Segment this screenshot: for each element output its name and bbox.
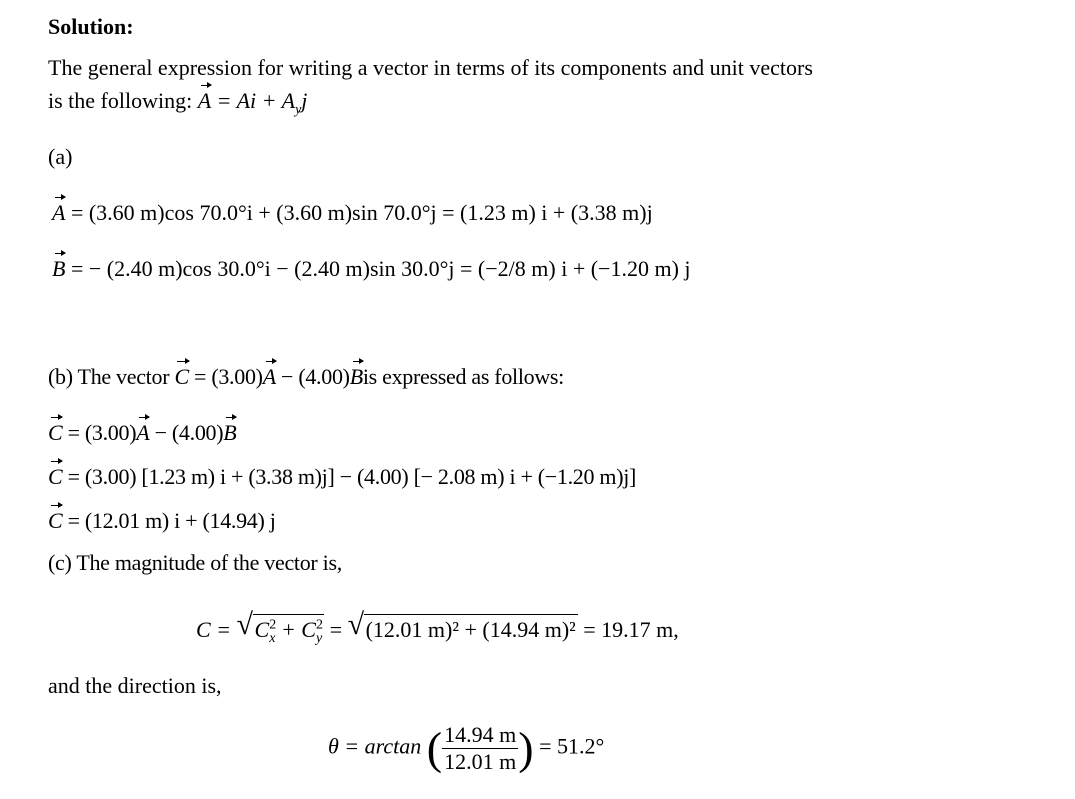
cy-subscript: y — [315, 631, 323, 647]
magnitude-eq: = — [324, 617, 348, 642]
direction-intro: and the direction is, — [48, 673, 222, 698]
vector-c-symbol: C — [48, 420, 63, 445]
cx-exponent: 2 — [269, 617, 277, 633]
part-c-intro: (c) The magnitude of the vector is, — [48, 550, 342, 575]
direction-equation — [328, 722, 604, 775]
vector-c-symbol: C — [48, 508, 63, 533]
fraction-denominator: 12.01 m — [444, 749, 517, 774]
intro-line-2 — [48, 88, 307, 118]
c-def-mid: − (4.00) — [149, 420, 224, 445]
intro-prefix: is the following: — [48, 88, 198, 113]
solution-heading: Solution: — [48, 14, 134, 39]
part-b-intro — [48, 364, 564, 390]
sqrt-values: √ (12.01 m)² + (14.94 m)² — [347, 608, 576, 642]
vector-a-symbol: A — [262, 364, 276, 389]
magnitude-lhs: C = — [196, 617, 237, 642]
part-a-label: (a) — [48, 144, 73, 169]
sqrt-components: √ $C^2_x + C^2_y$ — [236, 608, 323, 647]
vector-a-symbol: A — [136, 420, 150, 445]
part-b-prefix: (b) The vector — [48, 364, 175, 389]
left-paren: ( — [426, 722, 443, 774]
vector-b-symbol: B — [52, 256, 66, 281]
magnitude-equation — [196, 608, 679, 647]
part-b-mid2: − (4.00) — [275, 364, 350, 389]
c-def-eq: = (3.00) — [62, 420, 137, 445]
cy-exponent: 2 — [315, 617, 323, 633]
equation-vector-a — [52, 200, 653, 226]
cx-symbol: C — [254, 617, 270, 642]
formula-tail: j — [301, 88, 308, 113]
equation-a-rhs: = (3.60 m)cos 70.0°i + (3.60 m)sin 70.0°j = (1.23 m) i + (3.38 m)j — [65, 200, 653, 225]
cx-subscript: x — [269, 631, 276, 647]
right-paren: ) — [518, 722, 534, 774]
c-substitution-rhs: = (3.00) [1.23 m) i + (3.38 m)j] − (4.00) [− 2.08 m) i + (−1.20 m)j] — [62, 464, 637, 489]
equation-c-definition — [48, 420, 236, 446]
part-b-mid1: = (3.00) — [188, 364, 263, 389]
cy-symbol: + C — [275, 617, 316, 642]
vector-b-symbol: B — [349, 364, 363, 389]
formula-rhs: = Ai + A — [211, 88, 296, 113]
c-result-rhs: = (12.01 m) i + (14.94) j — [62, 508, 276, 533]
equation-b-rhs: = − (2.40 m)cos 30.0°i − (2.40 m)sin 30.0°j = (−2/8 m) i + (−1.20 m) j — [65, 256, 691, 281]
direction-result: = 51.2° — [533, 733, 605, 759]
equation-vector-b — [52, 256, 691, 282]
sqrt-values-content: (12.01 m)² + (14.94 m)² — [364, 614, 578, 643]
equation-c-substitution — [48, 464, 636, 490]
vector-a-symbol: A — [52, 200, 66, 225]
direction-fraction — [442, 722, 518, 775]
fraction-numerator: 14.94 m — [444, 722, 517, 747]
vector-c-symbol: C — [174, 364, 189, 389]
part-b-suffix: is expressed as follows: — [362, 364, 564, 389]
vector-c-symbol: C — [48, 464, 63, 489]
vector-a-symbol: A — [197, 88, 212, 113]
formula-subscript: y — [295, 102, 302, 118]
magnitude-result: = 19.17 m, — [577, 617, 679, 642]
vector-b-symbol: B — [223, 420, 237, 445]
intro-line-1: The general expression for writing a vector in terms of its components and unit vectors — [48, 55, 813, 80]
equation-c-result — [48, 508, 276, 534]
direction-lhs: θ = arctan — [328, 733, 427, 759]
